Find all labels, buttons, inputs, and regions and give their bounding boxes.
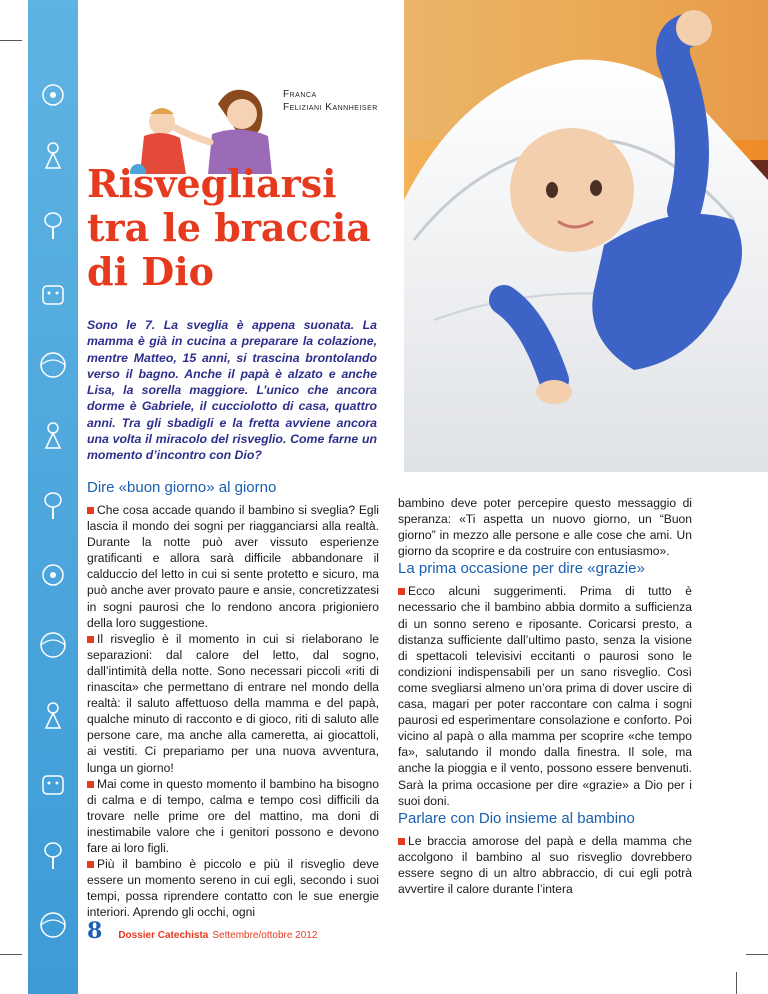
crop-mark <box>0 954 22 955</box>
bullet-square-icon <box>398 838 405 845</box>
rattle-doodle-icon <box>36 210 70 240</box>
paragraph-text: Che cosa accade quando il bambino si sveglia? Egli lascia il mondo dei sogni per riagganciarsi alla realtà. Durante la notte può aver vissuto esperienze gratificanti e allora sarà difficile abbandonare il calduccio del letto in cui si sente protetto e sicuro, ma può anche aver provato paure e ansie, concretizzatesi in sogni paurosi che lo rendono ancora prigioniero della loro suggestione. <box>87 503 379 630</box>
body-paragraph <box>87 631 379 776</box>
doll-doodle-icon <box>36 140 70 170</box>
doll-doodle-icon <box>36 700 70 730</box>
section-heading: Parlare con Dio insieme al bambino <box>398 809 635 827</box>
rattle-doodle-icon <box>36 490 70 520</box>
ball-doodle-icon <box>36 630 70 660</box>
body-paragraph <box>87 502 379 631</box>
ball-doodle-icon <box>36 910 70 940</box>
article-title <box>87 162 387 294</box>
toy-doodle-icon <box>36 280 70 310</box>
toy-doodle-icon <box>36 560 70 590</box>
left-column <box>87 478 379 920</box>
rattle-doodle-icon <box>36 840 70 870</box>
crop-mark <box>746 954 768 955</box>
page-number: 8 <box>87 918 103 944</box>
magazine-name: Dossier Catechista <box>118 930 209 941</box>
decorative-side-strip <box>28 0 78 994</box>
title-line: tra le braccia <box>87 205 371 250</box>
bullet-square-icon <box>87 861 94 868</box>
paragraph-text: Ecco alcuni suggerimenti. Prima di tutto è necessario che il bambino abbia dormito a sufficienza di un sonno sereno e riposante. Coricarsi presto, a distanza sufficiente dall’ultimo pasto, senza la visione di spettacoli televisivi eccitanti o paurosi sono le condizioni indispensabili per un sano risveglio. Così come svegliarsi almeno un’ora prima di dover uscire di casa, magari per poter raccontare con calma i sogni paurosi ed esperimentare consolazione e conforto. Poi vicino al papà o alla mamma per scoprire «che tempo fa», salutando il mondo dalla finestra. Il sole, ma anche la pioggia e il vento, possono essere benvenuti. Sarà la prima occasione per dire «grazie» a Dio per i suoi doni. <box>398 584 692 808</box>
bullet-square-icon <box>87 636 94 643</box>
section-heading: La prima occasione per dire «grazie» <box>398 560 645 578</box>
body-paragraph <box>398 833 692 897</box>
author-last-name: Feliziani Kannheiser <box>283 102 378 113</box>
paragraph-text: Più il bambino è piccolo e più il risveglio deve essere un momento sereno in cui egli, secondo i suoi tempi, possa riprendere contatto con le sue energie interiori. Aprendo gli occhi, ogni <box>87 857 379 920</box>
title-line: Risvegliarsi <box>87 161 337 206</box>
toy-doodle-icon <box>36 80 70 110</box>
section-heading: Dire «buon giorno» al giorno <box>87 479 277 496</box>
ball-doodle-icon <box>36 350 70 380</box>
author-byline <box>283 88 378 114</box>
bullet-square-icon <box>87 507 94 514</box>
body-paragraph <box>87 776 379 856</box>
paragraph-text: Le braccia amorose del papà e della mamma che accolgono il bambino al suo risveglio dovrebbero essere segno di un altro abbraccio, di cui egli potrà avvertire il calore durante l’intera <box>398 833 692 896</box>
intro-paragraph: Sono le 7. La sveglia è appena suonata. La mamma è già in cucina a preparare la colazione, mentre Matteo, 15 anni, si trascina brontolando verso il bagno. Anche il papà è alzato e anche Lisa, la sorella maggiore. L’unico che ancora dorme è Gabriele, il cucciolotto di casa, quattro anni. Tra gli sbadigli e la fretta avviene ancora una volta il miracolo del risveglio. Come farne un momento d’incontro con Dio? <box>87 318 377 463</box>
issue-date: Settembre/ottobre 2012 <box>212 930 318 941</box>
bullet-square-icon <box>87 781 94 788</box>
baby-waking-photo <box>404 0 768 472</box>
paragraph-text: Il risveglio è il momento in cui si rielaborano le separazioni: dal calore del letto, dal sogno, dall’intimità della notte. Sono necessari piccoli «riti di rinascita» che permettano di entrare nel mondo della realtà: il saluto affettuoso della mamma e del papà, qualche minuto di racconto e di gioco, riti di saluto alle persone care, ma anche alla cameretta, ai giocattoli, ai vestiti. Ci prepariamo per una nuova avventura, lunga un giorno! <box>87 631 379 775</box>
body-paragraph <box>398 583 692 808</box>
paragraph-text: Mai come in questo momento il bambino ha bisogno di calma e di tempo, calma e tempo così difficili da trovare nelle prime ore del mattino, ma doni di inestimabile valore che i genitori possono e devono fare ai loro figli. <box>87 776 379 855</box>
body-paragraph <box>87 856 379 920</box>
crop-mark <box>736 972 737 994</box>
author-first-name: Franca <box>283 89 317 100</box>
page-footer <box>87 918 317 944</box>
doll-doodle-icon <box>36 420 70 450</box>
title-line: di Dio <box>87 249 214 294</box>
bullet-square-icon <box>398 588 405 595</box>
toy-doodle-icon <box>36 770 70 800</box>
body-paragraph: bambino deve poter percepire questo messaggio di speranza: «Ti aspetta un nuovo giorno, un “Buon giorno” in mezzo alle persone e alle cose che ami. Un giorno da scoprire e da costruire con entusiasmo». <box>398 496 692 559</box>
mother-child-illustration <box>100 74 275 174</box>
right-column <box>398 495 692 897</box>
crop-mark <box>0 40 22 41</box>
